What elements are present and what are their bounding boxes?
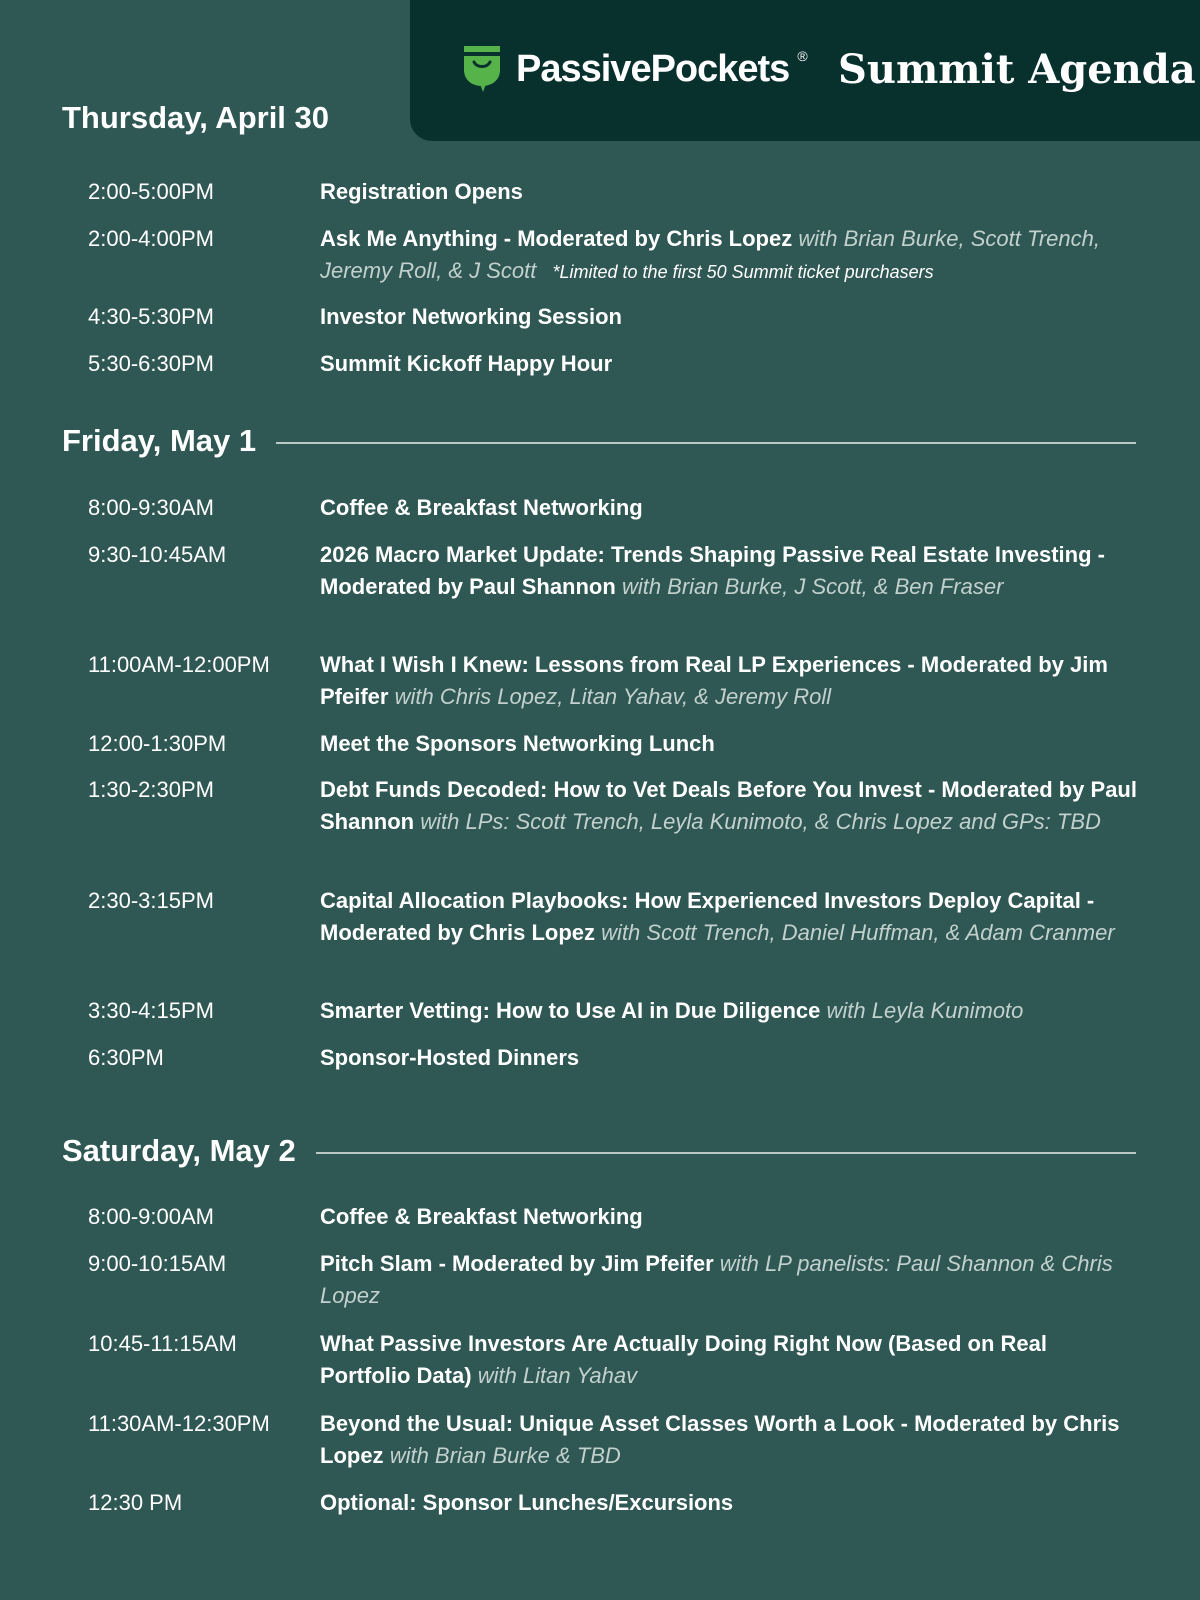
session-title: Coffee & Breakfast Networking [320, 495, 643, 520]
session-title: Pitch Slam - Moderated by Jim Pfeifer [320, 1251, 714, 1276]
session-speakers: with LP panelists: Paul Shannon & Chris Lopez [320, 1251, 1113, 1308]
session-description [320, 1248, 1138, 1312]
session-time: 2:30-3:15PM [88, 888, 214, 913]
session-title: Coffee & Breakfast Networking [320, 1204, 643, 1229]
registered-mark: ® [797, 48, 808, 64]
session-time: 9:00-10:15AM [88, 1251, 227, 1276]
agenda-row [88, 1042, 1138, 1074]
agenda-row [88, 223, 1138, 288]
session-speakers: with Leyla Kunimoto [826, 998, 1024, 1023]
session-time: 11:00AM-12:00PM [88, 652, 270, 677]
agenda-row [88, 728, 1138, 760]
session-time: 6:30PM [88, 1045, 164, 1070]
session-time: 3:30-4:15PM [88, 998, 214, 1023]
session-time: 5:30-6:30PM [88, 351, 214, 376]
session-time: 2:00-5:00PM [88, 179, 214, 204]
session-speakers: with Scott Trench, Daniel Huffman, & Adam Cranmer [601, 920, 1115, 945]
session-time: 10:45-11:15AM [88, 1331, 237, 1356]
session-title: Smarter Vetting: How to Use AI in Due Diligence [320, 998, 821, 1023]
session-time: 4:30-5:30PM [88, 304, 214, 329]
pocket-logo-icon [460, 44, 504, 94]
agenda-row [88, 995, 1138, 1027]
session-speakers: with LPs: Scott Trench, Leyla Kunimoto, & Chris Lopez and GPs: TBD [420, 809, 1101, 834]
session-title: Investor Networking Session [320, 304, 622, 329]
session-speakers: with Chris Lopez, Litan Yahav, & Jeremy Roll [394, 684, 832, 709]
session-title: What I Wish I Knew: Lessons from Real LP Experiences - Moderated by Jim Pfeifer [320, 652, 1108, 709]
agenda-row [88, 649, 1138, 713]
session-description [320, 728, 1138, 760]
session-description [320, 885, 1138, 949]
session-title: Registration Opens [320, 179, 523, 204]
agenda-row [88, 1408, 1138, 1472]
session-description [320, 1042, 1138, 1074]
agenda-row [88, 176, 1138, 208]
session-description [320, 1487, 1138, 1519]
session-time: 2:00-4:00PM [88, 226, 214, 251]
session-title: 2026 Macro Market Update: Trends Shaping Passive Real Estate Investing - Moderated by Paul Shannon [320, 542, 1105, 599]
session-title: Summit Kickoff Happy Hour [320, 351, 613, 376]
session-time: 8:00-9:30AM [88, 495, 214, 520]
agenda-row [88, 885, 1138, 949]
session-title: Meet the Sponsors Networking Lunch [320, 731, 715, 756]
session-description [320, 774, 1138, 838]
session-description [320, 492, 1138, 524]
session-speakers: with Brian Burke, J Scott, & Ben Fraser [621, 574, 1004, 599]
day-title: Saturday, May 2 [62, 1133, 296, 1168]
session-time: 12:00-1:30PM [88, 731, 227, 756]
session-title: Capital Allocation Playbooks: How Experienced Investors Deploy Capital - Moderated by Chris Lopez [320, 888, 1095, 945]
agenda-row [88, 492, 1138, 524]
session-title: Optional: Sponsor Lunches/Excursions [320, 1490, 734, 1515]
day-header-saturday [62, 1131, 1136, 1171]
session-description [320, 995, 1138, 1027]
session-description [320, 1408, 1138, 1472]
day-header-thursday [62, 98, 1136, 138]
agenda-row [88, 1248, 1138, 1312]
session-speakers: with Brian Burke & TBD [389, 1443, 621, 1468]
session-description [320, 649, 1138, 713]
session-time: 1:30-2:30PM [88, 777, 214, 802]
agenda-row [88, 301, 1138, 333]
divider [316, 1152, 1136, 1154]
agenda-row [88, 774, 1138, 838]
brand-logo[interactable] [460, 44, 808, 94]
session-note: *Limited to the first 50 Summit ticket purchasers [552, 262, 934, 282]
session-title: Sponsor-Hosted Dinners [320, 1045, 580, 1070]
session-description [320, 1201, 1138, 1233]
session-time: 8:00-9:00AM [88, 1204, 214, 1229]
session-description [320, 223, 1138, 288]
session-title: What Passive Investors Are Actually Doing Right Now (Based on Real Portfolio Data) [320, 1331, 1047, 1388]
agenda-row [88, 1328, 1138, 1392]
session-speakers: with Litan Yahav [477, 1363, 638, 1388]
session-time: 11:30AM-12:30PM [88, 1411, 270, 1436]
session-description [320, 301, 1138, 333]
session-time: 9:30-10:45AM [88, 542, 227, 567]
session-description [320, 348, 1138, 380]
session-title: Debt Funds Decoded: How to Vet Deals Before You Invest - Moderated by Paul Shannon [320, 777, 1137, 834]
session-title: Beyond the Usual: Unique Asset Classes Worth a Look - Moderated by Chris Lopez [320, 1411, 1120, 1468]
agenda-row [88, 1201, 1138, 1233]
agenda-row [88, 539, 1138, 603]
page-title: Summit Agenda [838, 46, 1196, 93]
session-description [320, 176, 1138, 208]
divider [276, 442, 1136, 444]
session-speakers: with Brian Burke, Scott Trench, Jeremy Roll, & J Scott [320, 226, 1100, 283]
agenda-row [88, 1487, 1138, 1519]
session-time: 12:30 PM [88, 1490, 183, 1515]
brand-name: PassivePockets [516, 48, 790, 90]
day-title: Thursday, April 30 [62, 100, 330, 135]
session-description [320, 539, 1138, 603]
day-header-friday [62, 421, 1136, 461]
session-title: Ask Me Anything - Moderated by Chris Lopez [320, 226, 793, 251]
session-description [320, 1328, 1138, 1392]
agenda-row [88, 348, 1138, 380]
day-title: Friday, May 1 [62, 423, 257, 458]
